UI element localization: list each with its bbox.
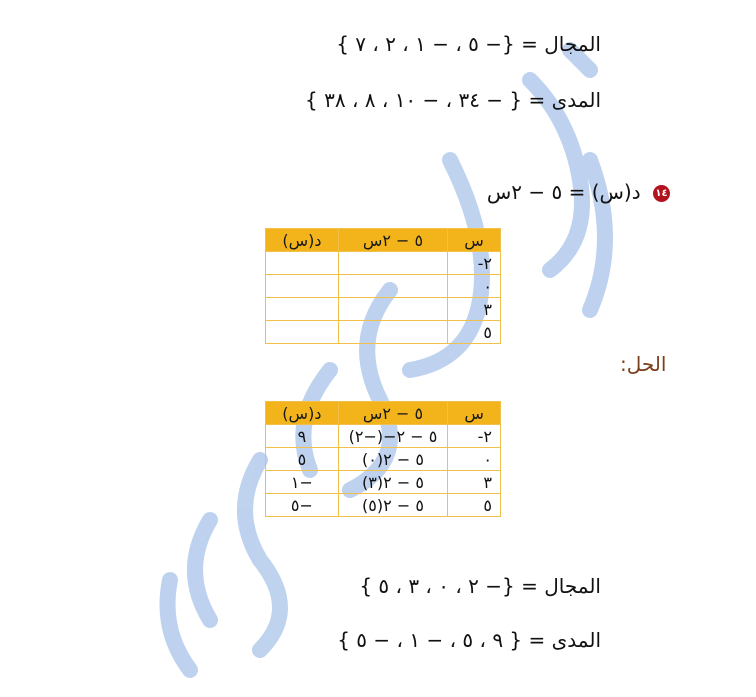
domain-value: {− ٢ ، ٠ ، ٣ ، ٥ } [359, 574, 515, 598]
header-fx: د(س) [266, 402, 339, 425]
table-header-row [266, 402, 501, 425]
range-line-2 [337, 628, 601, 652]
cell-expr [338, 321, 447, 344]
question-number-badge: ١٤ [653, 185, 670, 202]
cell-fx: ٥ [266, 448, 339, 471]
cell-x: ٣ [448, 298, 501, 321]
cell-x: ٢- [448, 425, 501, 448]
domain-value: {− ٥ ، − ١ ، ٢ ، ٧ } [336, 32, 515, 56]
cell-expr [338, 275, 447, 298]
table-row [266, 448, 501, 471]
cell-fx: −٥ [266, 494, 339, 517]
range-label: المدى = [528, 628, 601, 652]
cell-fx [266, 275, 339, 298]
cell-x: ٢- [448, 252, 501, 275]
question-14 [487, 180, 670, 204]
range-line [305, 88, 601, 112]
cell-expr [338, 298, 447, 321]
table-empty [265, 228, 501, 344]
table-row [266, 275, 501, 298]
cell-fx [266, 321, 339, 344]
cell-x: ٣ [448, 471, 501, 494]
table-row [266, 494, 501, 517]
question-text: د(س) = ٥ − ٢س [486, 180, 641, 204]
domain-line [336, 32, 601, 56]
header-expr: ٥ − ٢س [338, 229, 447, 252]
cell-expr: ٥ − ٢(٥) [338, 494, 448, 517]
header-fx: د(س) [266, 229, 339, 252]
cell-fx: −١ [266, 471, 339, 494]
header-expr: ٥ − ٢س [338, 402, 448, 425]
range-label: المدى = [528, 88, 601, 112]
domain-label: المجال = [521, 574, 601, 598]
cell-expr: ٥ − ٢(٠) [338, 448, 448, 471]
cell-expr: ٥ − ٢−(−٢) [338, 425, 448, 448]
range-value: { − ٣٤ ، − ١٠ ، ٨ ، ٣٨ } [305, 88, 523, 112]
cell-x: ٠ [448, 448, 501, 471]
cell-fx [266, 252, 339, 275]
header-x: س [448, 402, 501, 425]
table-solution [265, 401, 501, 517]
cell-expr: ٥ − ٢(٣) [338, 471, 448, 494]
domain-label: المجال = [521, 32, 601, 56]
table-row [266, 252, 501, 275]
cell-x: ٠ [448, 275, 501, 298]
range-value: { ٩ ، ٥ ، − ١ ، − ٥ } [337, 628, 523, 652]
cell-fx [266, 298, 339, 321]
table-row [266, 321, 501, 344]
cell-x: ٥ [448, 494, 501, 517]
cell-fx: ٩ [266, 425, 339, 448]
table-row [266, 425, 501, 448]
domain-line-2 [359, 574, 601, 598]
header-x: س [448, 229, 501, 252]
table-header-row [266, 229, 501, 252]
cell-expr [338, 252, 447, 275]
table-row [266, 471, 501, 494]
cell-x: ٥ [448, 321, 501, 344]
solution-label: الحل: [620, 352, 667, 376]
table-row [266, 298, 501, 321]
